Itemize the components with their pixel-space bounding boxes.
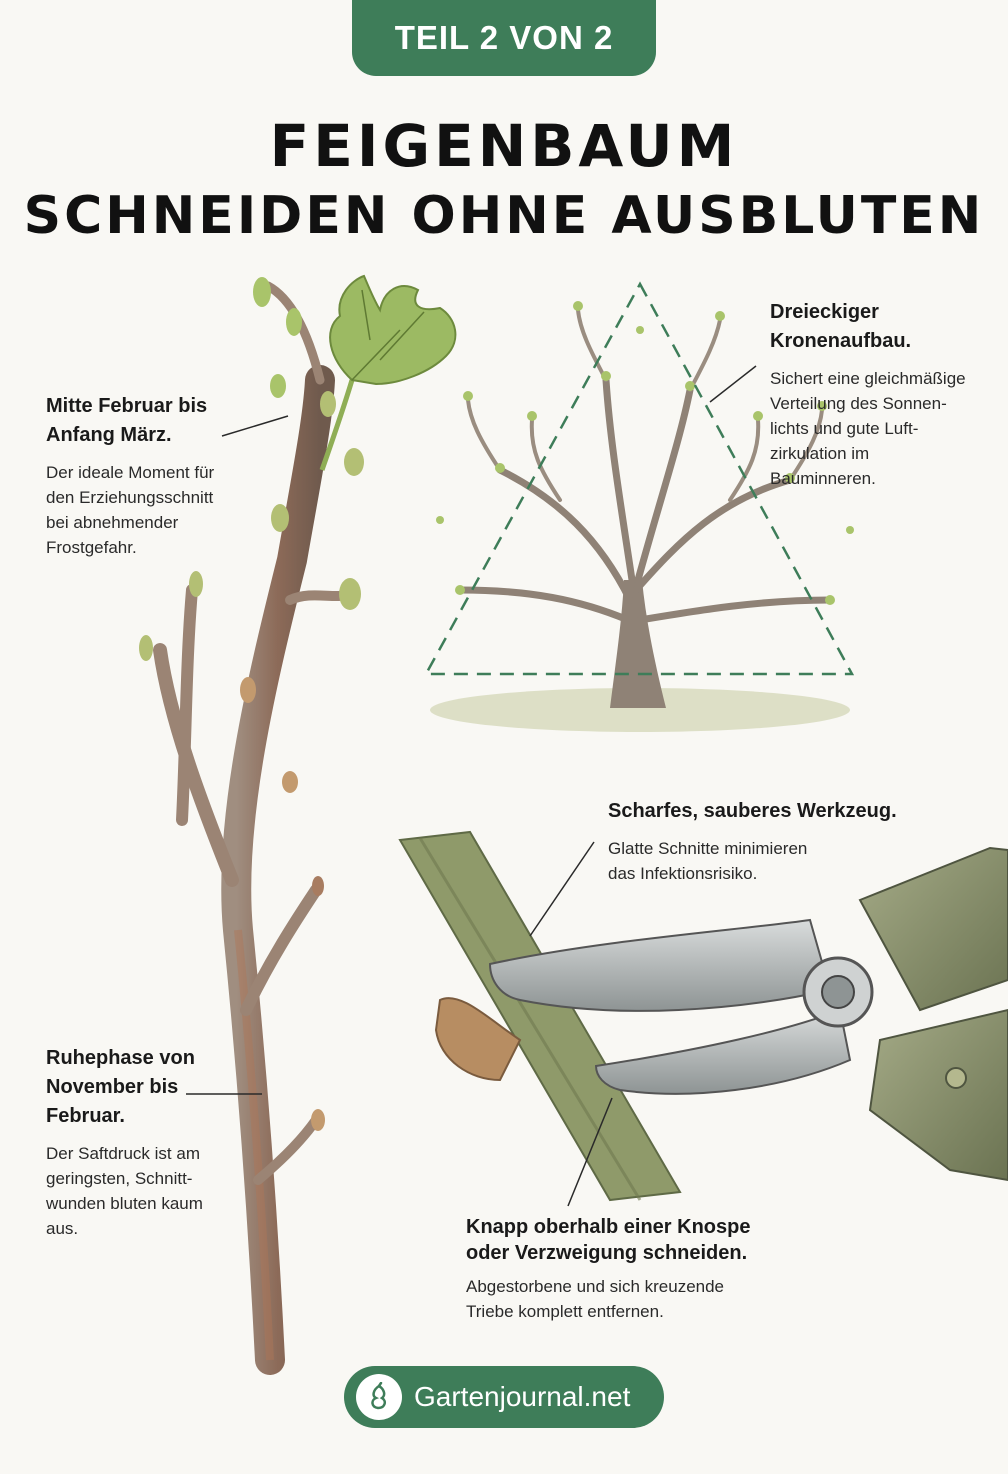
annotation-cut-text (466, 1274, 786, 1324)
annotation-tool-heading: Scharfes, sauberes Werkzeug. (608, 800, 897, 822)
annotation-timing-text-line-3: bei abnehmender (46, 513, 179, 532)
annotation-crown-text-line-1: Sichert eine gleichmäßige (770, 369, 966, 388)
annotation-rest-text (46, 1141, 246, 1241)
annotation-cut-text-line-2: Triebe komplett entfernen. (466, 1302, 664, 1321)
annotation-crown (770, 298, 1000, 491)
annotation-rest-heading-line-1: Ruhephase von (46, 1047, 195, 1069)
annotation-cut-heading-line-1: Knapp oberhalb einer Knospe (466, 1216, 751, 1238)
annotation-crown-text-line-4: zirkulation im (770, 444, 870, 463)
annotation-tool-text (608, 836, 928, 886)
annotation-crown-text (770, 366, 1000, 491)
annotation-cut (466, 1214, 786, 1324)
annotation-timing-text (46, 460, 246, 560)
annotation-tool-text-line-1: Glatte Schnitte minimieren (608, 839, 808, 858)
annotation-rest-phase (46, 1044, 246, 1241)
annotation-timing (46, 392, 246, 560)
annotation-cut-text-line-1: Abgestorbene und sich kreuzende (466, 1277, 725, 1296)
annotation-timing-heading-line-1: Mitte Februar bis (46, 395, 208, 417)
annotation-rest-heading (46, 1044, 246, 1131)
annotation-crown-heading-line-1: Dreieckiger (770, 301, 879, 323)
title-line-2: SCHNEIDEN OHNE AUSBLUTEN (23, 186, 985, 246)
part-badge: TEIL 2 VON 2 (352, 0, 656, 76)
annotation-tool-text-line-2: das Infektionsrisiko. (608, 864, 758, 883)
annotation-rest-text-line-3: wunden bluten kaum (46, 1194, 203, 1213)
annotation-rest-text-line-1: Der Saftdruck ist am (46, 1144, 200, 1163)
annotation-timing-text-line-2: den Erziehungsschnitt (46, 488, 214, 507)
annotation-crown-heading-line-2: Kronenaufbau. (770, 330, 912, 352)
annotation-crown-text-line-5: Bauminneren. (770, 469, 876, 488)
annotation-timing-text-line-1: Der ideale Moment für (46, 463, 215, 482)
annotation-timing-text-line-4: Frostgefahr. (46, 538, 137, 557)
annotation-cut-heading (466, 1214, 786, 1266)
footer-brand-pill[interactable] (344, 1366, 664, 1428)
pruning-shears-illustration (400, 832, 1008, 1200)
annotation-crown-heading (770, 298, 1000, 356)
brand-name[interactable]: Gartenjournal.net (414, 1381, 631, 1412)
annotation-timing-heading-line-2: Anfang März. (46, 424, 172, 446)
annotation-timing-heading (46, 392, 246, 450)
annotation-crown-text-line-2: Verteilung des Sonnen- (770, 394, 947, 413)
annotation-cut-heading-line-2: oder Verzweigung schneiden. (466, 1242, 748, 1264)
annotation-rest-heading-line-3: Februar. (46, 1105, 125, 1127)
annotation-rest-text-line-4: aus. (46, 1219, 79, 1238)
annotation-crown-text-line-3: lichts und gute Luft- (770, 419, 919, 438)
annotation-rest-text-line-2: geringsten, Schnitt- (46, 1169, 193, 1188)
annotation-tool (608, 797, 928, 886)
title-line-1: FEIGENBAUM (269, 112, 739, 180)
fig-leaf-logo-icon (356, 1374, 402, 1420)
annotation-rest-heading-line-2: November bis (46, 1076, 179, 1098)
